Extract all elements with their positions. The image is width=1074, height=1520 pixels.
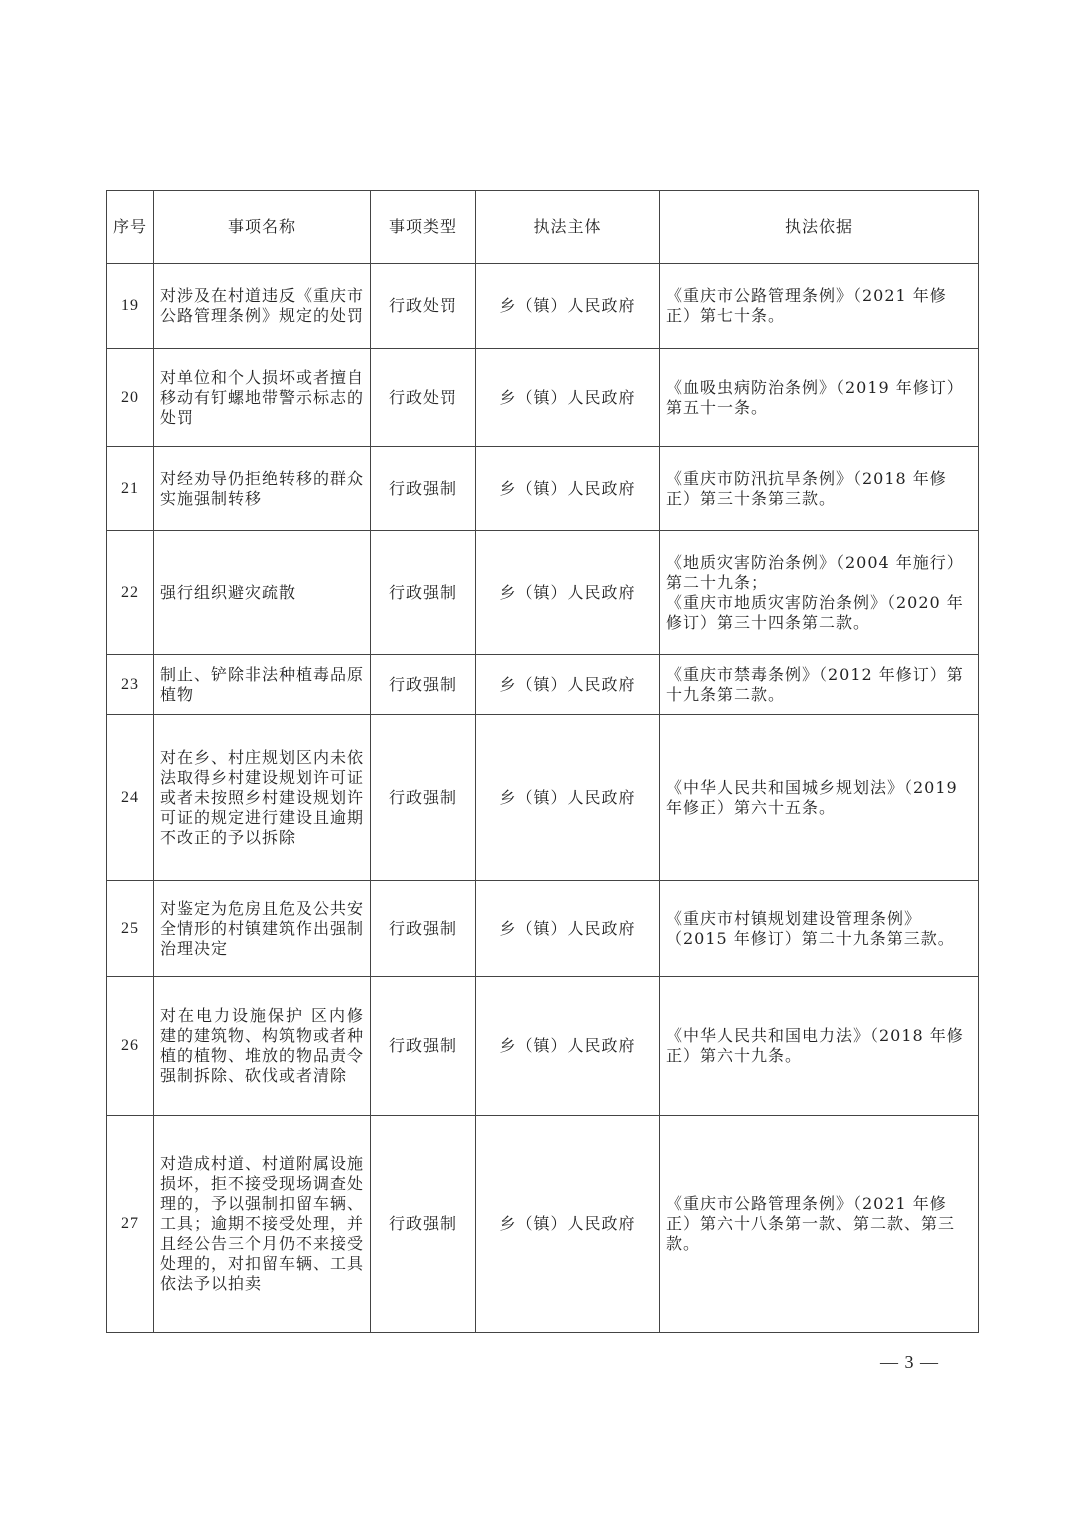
- table-row: [107, 447, 979, 531]
- item-name: 制止、铲除非法种植毒品原植物: [154, 655, 371, 715]
- enforcement-body: 乡（镇）人民政府: [476, 715, 660, 881]
- item-type: 行政处罚: [371, 264, 476, 349]
- legal-basis: 《中华人民共和国城乡规划法》（2019 年修正）第六十五条。: [660, 715, 979, 881]
- item-type: 行政处罚: [371, 349, 476, 447]
- row-number: 21: [107, 447, 154, 531]
- table-row: [107, 349, 979, 447]
- table-row: [107, 977, 979, 1116]
- item-name: 对鉴定为危房且危及公共安全情形的村镇建筑作出强制治理决定: [154, 881, 371, 977]
- enforcement-body: 乡（镇）人民政府: [476, 655, 660, 715]
- item-type: 行政强制: [371, 447, 476, 531]
- page-number: — 3 —: [880, 1352, 939, 1372]
- table-row: [107, 531, 979, 655]
- row-number: 20: [107, 349, 154, 447]
- enforcement-items-table: [106, 190, 979, 1333]
- header-enforcement-body: 执法主体: [476, 191, 660, 264]
- legal-basis: 《重庆市公路管理条例》（2021 年修正）第六十八条第一款、第二款、第三款。: [660, 1116, 979, 1333]
- table-row: [107, 264, 979, 349]
- row-number: 26: [107, 977, 154, 1116]
- enforcement-body: 乡（镇）人民政府: [476, 1116, 660, 1333]
- enforcement-body: 乡（镇）人民政府: [476, 349, 660, 447]
- row-number: 25: [107, 881, 154, 977]
- item-type: 行政强制: [371, 1116, 476, 1333]
- header-legal-basis: 执法依据: [660, 191, 979, 264]
- row-number: 27: [107, 1116, 154, 1333]
- item-type: 行政强制: [371, 715, 476, 881]
- item-name: 对造成村道、村道附属设施损坏，拒不接受现场调查处理的，予以强制扣留车辆、工具；逾期不接受处理，并且经公告三个月仍不来接受处理的，对扣留车辆、工具依法予以拍卖: [154, 1116, 371, 1333]
- legal-basis: 《重庆市防汛抗旱条例》（2018 年修正）第三十条第三款。: [660, 447, 979, 531]
- row-number: 23: [107, 655, 154, 715]
- table-header-row: [107, 191, 979, 264]
- header-serial-number: 序号: [107, 191, 154, 264]
- table-row: [107, 655, 979, 715]
- item-type: 行政强制: [371, 881, 476, 977]
- item-name: 强行组织避灾疏散: [154, 531, 371, 655]
- legal-basis: 《中华人民共和国电力法》（2018 年修正）第六十九条。: [660, 977, 979, 1116]
- item-name: 对在乡、村庄规划区内未依法取得乡村建设规划许可证或者未按照乡村建设规划许可证的规定进行建设且逾期不改正的予以拆除: [154, 715, 371, 881]
- legal-basis: 《地质灾害防治条例》（2004 年施行）第二十九条； 《重庆市地质灾害防治条例》（2020 年修订）第三十四条第二款。: [660, 531, 979, 655]
- enforcement-body: 乡（镇）人民政府: [476, 531, 660, 655]
- row-number: 24: [107, 715, 154, 881]
- row-number: 19: [107, 264, 154, 349]
- header-item-type: 事项类型: [371, 191, 476, 264]
- table-row: [107, 881, 979, 977]
- item-type: 行政强制: [371, 531, 476, 655]
- item-type: 行政强制: [371, 655, 476, 715]
- table-row: [107, 715, 979, 881]
- legal-basis: 《重庆市公路管理条例》（2021 年修正）第七十条。: [660, 264, 979, 349]
- enforcement-body: 乡（镇）人民政府: [476, 881, 660, 977]
- enforcement-body: 乡（镇）人民政府: [476, 447, 660, 531]
- item-type: 行政强制: [371, 977, 476, 1116]
- enforcement-body: 乡（镇）人民政府: [476, 264, 660, 349]
- enforcement-body: 乡（镇）人民政府: [476, 977, 660, 1116]
- legal-basis: 《重庆市村镇规划建设管理条例》（2015 年修订）第二十九条第三款。: [660, 881, 979, 977]
- legal-basis: 《血吸虫病防治条例》（2019 年修订）第五十一条。: [660, 349, 979, 447]
- legal-basis: 《重庆市禁毒条例》（2012 年修订）第十九条第二款。: [660, 655, 979, 715]
- header-item-name: 事项名称: [154, 191, 371, 264]
- item-name: 对经劝导仍拒绝转移的群众实施强制转移: [154, 447, 371, 531]
- table-row: [107, 1116, 979, 1333]
- row-number: 22: [107, 531, 154, 655]
- item-name: 对涉及在村道违反《重庆市公路管理条例》规定的处罚: [154, 264, 371, 349]
- item-name: 对单位和个人损坏或者擅自移动有钉螺地带警示标志的处罚: [154, 349, 371, 447]
- item-name: 对在电力设施保护 区内修建的建筑物、构筑物或者种植的植物、堆放的物品责令强制拆除、砍伐或者清除: [154, 977, 371, 1116]
